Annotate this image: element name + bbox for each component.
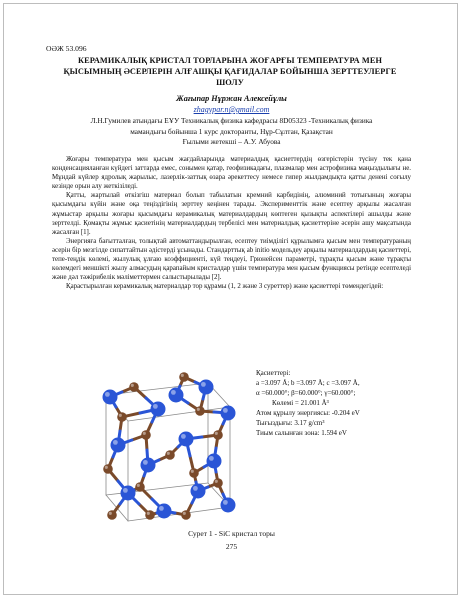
atom-highlight <box>181 374 184 377</box>
carbon-atom <box>181 510 191 520</box>
atom-highlight <box>201 382 206 387</box>
page-number: 275 <box>225 542 238 551</box>
density: Тығыздығы: 3.17 g/cm³ <box>256 419 325 427</box>
silicon-atom <box>111 438 126 453</box>
carbon-atom <box>103 464 113 474</box>
band-gap: Тиым салынған зона: 1.594 eV <box>256 429 347 437</box>
carbon-atom <box>141 430 151 440</box>
silicon-atom <box>121 486 136 501</box>
title-line: ҚЫСЫМНЫҢ ӘСЕРЛЕРІН АЛҒАШҚЫ ҚАҒИДАЛАР БОЙЫНША ЗЕРТТЕУЛЕРГЕ <box>63 67 397 76</box>
figure-caption: Сурет 1 - SiC кристал торы <box>188 529 275 538</box>
atom-highlight <box>119 414 122 417</box>
atom-highlight <box>153 404 158 409</box>
atom-highlight <box>191 470 194 473</box>
carbon-atom <box>165 450 175 460</box>
silicon-atom <box>199 380 214 395</box>
atom-highlight <box>193 486 198 491</box>
atom-highlight <box>209 456 214 461</box>
atom-highlight <box>137 484 140 487</box>
atom-highlight <box>159 506 164 511</box>
affiliation-line: мамандығы бойынша 1 курс докторанты, Нұр-Сұлтан, Қазақстан <box>130 126 333 136</box>
silicon-atom <box>191 484 206 499</box>
silicon-atom <box>141 458 156 473</box>
silicon-atom <box>221 498 236 513</box>
carbon-atom <box>129 382 139 392</box>
atom-highlight <box>105 466 108 469</box>
atom-highlight <box>215 480 218 483</box>
author-name: Жағыпар Нұржан Алексейұлы <box>176 94 287 103</box>
properties-heading: Қасиеттері: <box>256 369 291 377</box>
cell-volume: Көлемі = 21.001 Å³ <box>272 399 329 407</box>
properties-block <box>256 368 416 438</box>
atom-highlight <box>131 384 134 387</box>
unit-cell-edge <box>128 407 230 421</box>
carbon-atom <box>145 510 155 520</box>
silicon-atom <box>207 454 222 469</box>
silicon-atom <box>103 390 118 405</box>
carbon-atom <box>189 468 199 478</box>
atom-highlight <box>143 460 148 465</box>
paragraph: Жоғары температура мен қысым жағдайларында материалдық қасиеттердің өзгерістерін түсіну тек қана конденсацияланған күйдегі заттарда емес, сонымен қатар, геофизикадағы, плазмалар мен астрофизика маңыздылығы не. Мұндай күйлер ядролық жарылыс, лазерлік-заттық өзара әрекеттесу немесе гипер жылдамдықта қатты денені соғылу кезінде орын алу жеткізіледі. <box>52 156 411 191</box>
author-email[interactable]: zhagypar.n@gmail.com <box>193 105 270 114</box>
carbon-atom <box>213 430 223 440</box>
atom-highlight <box>223 408 228 413</box>
paragraph: Қатты, жартылай өткізгіш материал болып табылатын кремний карбидінің, алюминий тотығының жоғары қысымдағы күйін және оқа теңіздігінің зерттеу кеңінен тарады. Эксперименттік және есептеу арқылы жасалған жұмыстар арқылы жоғары қысымдағы керамикалық материалдардың көптеген қызықты аспектілері ашылды және зерттелді. Қомақты жұмыс қасиетінің материалдардың тербелісі мен материалдық қасиеттеріне әсерін ашу мақсатында жасалған [1]. <box>52 192 411 236</box>
carbon-atom <box>195 406 205 416</box>
affiliation <box>60 116 403 148</box>
silicon-atom <box>221 406 236 421</box>
carbon-atom <box>179 372 189 382</box>
paragraph: Қарастырылған керамикалық материалдар тор құрамы (1, 2 және 3 суреттер) және қасиеттері төмендегідей: <box>66 283 384 291</box>
paragraph: Энергияға бағытталған, толықтай автоматтандырылған, есептеу тиімділігі құрылымға қысым мен температураның әсерін бір мезгілде сипаттайтын әдістерді ұсынады. Стандарттық ab initio модельдеу арқылы материалдардың қасиеттері, тепе-теңдік көлемі, жылулық ұлғаю коэффициенті, күй теңдеуі, Грюнейсен параметрі, тұрақты қысым және тұрақты көлемдегі меншікті жылу алмасудың қарапайым кристалдар үшін температура мен қысым функциясы ретінде есептеледі және дәл тәжірибелік мәліметтермен салыстырылады [2]. <box>52 237 411 282</box>
silicon-atom <box>169 388 184 403</box>
formation-energy: Атом құрылу энергиясы: -0.204 eV <box>256 409 360 417</box>
atom-highlight <box>223 500 228 505</box>
supervisor-line: Ғылыми жетекші – А.У. Абуова <box>182 137 281 146</box>
atom-highlight <box>147 512 150 515</box>
atom-highlight <box>215 432 218 435</box>
affiliation-line: Л.Н.Гумилев атындағы ЕҰУ Техникалық физика кафедрасы 8D05323 -Техникалық физика <box>90 116 373 125</box>
carbon-atom <box>135 482 145 492</box>
atom-highlight <box>105 392 110 397</box>
silicon-atom <box>157 504 172 519</box>
lattice-angles: α =60.000°; β=60.000°; γ=60.000°; <box>256 389 356 397</box>
atom-highlight <box>181 434 186 439</box>
sic-crystal-figure <box>88 365 248 525</box>
paper-title <box>60 55 400 88</box>
carbon-atom <box>107 510 117 520</box>
atom-highlight <box>123 488 128 493</box>
udc-code: ОӘЖ 53.096 <box>46 44 87 53</box>
carbon-atom <box>213 478 223 488</box>
atom-highlight <box>109 512 112 515</box>
atom-highlight <box>197 408 200 411</box>
title-line: КЕРАМИКАЛЫҚ КРИСТАЛ ТОРЛАРЫНА ЖОҒАРҒЫ ТЕМПЕРАТУРА МЕН <box>77 56 383 65</box>
atom-highlight <box>171 390 176 395</box>
atom-highlight <box>183 512 186 515</box>
body-paragraphs <box>52 155 411 291</box>
carbon-atom <box>117 412 127 422</box>
title-line: ШОЛУ <box>216 78 244 87</box>
silicon-atom <box>179 432 194 447</box>
lattice-params: a =3.097 Å; b =3.097 Å; c =3.097 Å, <box>256 379 360 387</box>
atom-highlight <box>167 452 170 455</box>
atom-highlight <box>113 440 118 445</box>
atom-highlight <box>143 432 146 435</box>
silicon-atom <box>151 402 166 417</box>
